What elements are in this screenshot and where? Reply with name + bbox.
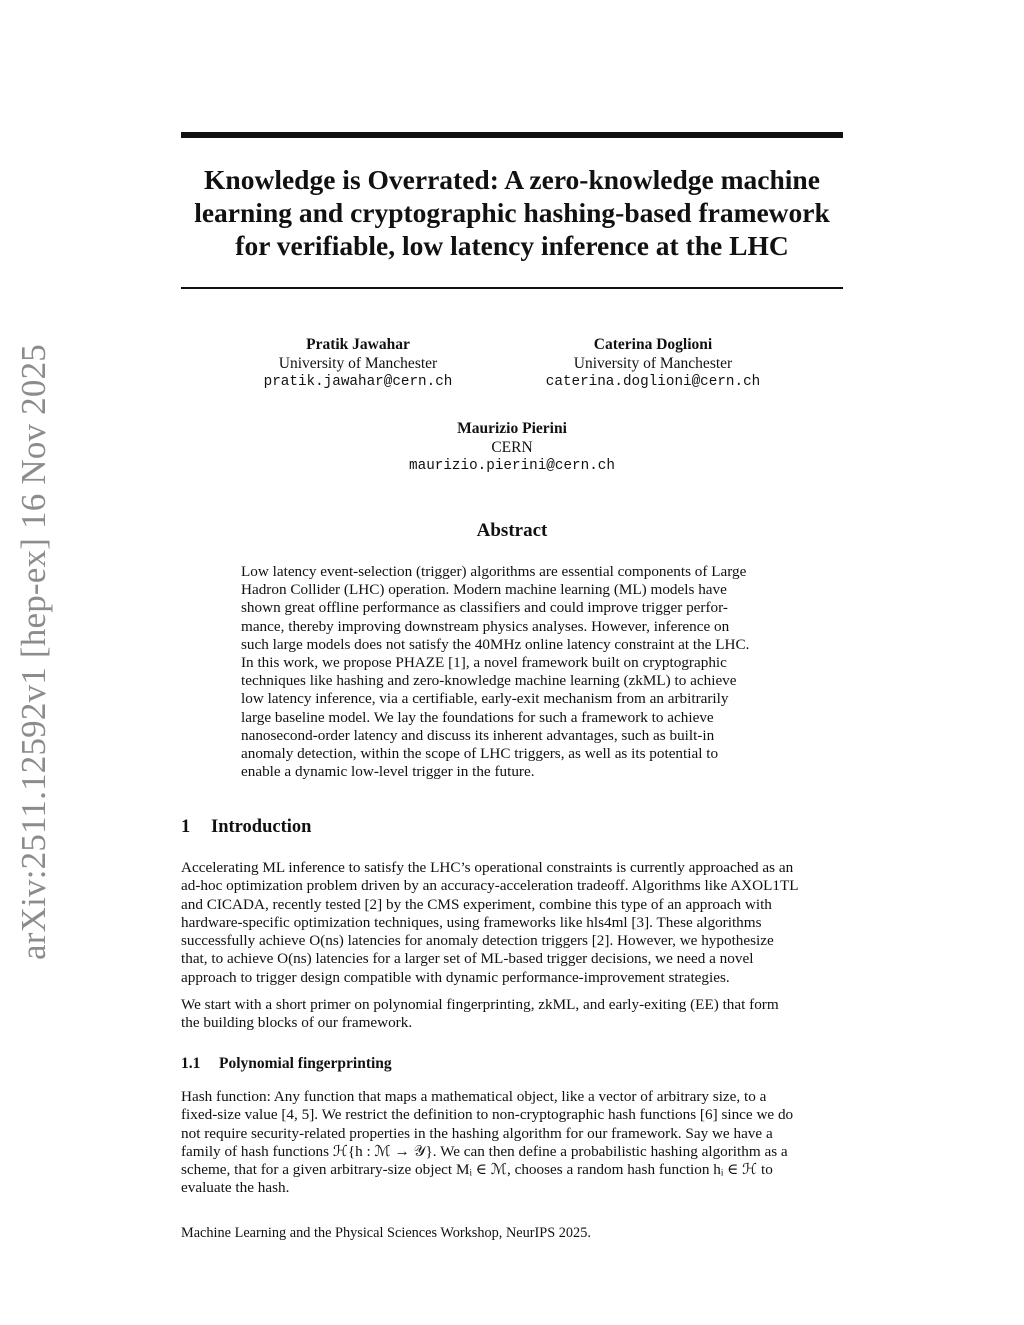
author-email[interactable]: caterina.doglioni@cern.ch (545, 374, 761, 390)
introduction-paragraph (181, 996, 843, 1033)
section-heading-introduction (181, 817, 311, 838)
paragraph-line: scheme, that for a given arbitrary-size object Mᵢ ∈ ℳ, chooses a random hash function hᵢ ∈ ℋ to (181, 1161, 773, 1179)
author-name: Pratik Jawahar (306, 336, 410, 353)
paragraph-line: Hash function: Any function that maps a mathematical object, like a vector of arbitrary size, to a (181, 1088, 767, 1105)
author-name: Maurizio Pierini (457, 420, 567, 437)
abstract-line: Hadron Collider (LHC) operation. Modern machine learning (ML) models have (241, 581, 727, 599)
author-affiliation: University of Manchester (573, 355, 733, 372)
title-line: Knowledge is Overrated: A zero-knowledge machine (204, 164, 820, 195)
title-bottom-rule (181, 287, 843, 289)
abstract-line: nanosecond-order latency and discuss its inherent advantages, such as built-in (241, 726, 715, 744)
author-email[interactable]: maurizio.pierini@cern.ch (409, 458, 615, 474)
paragraph-line: We start with a short primer on polynomial fingerprinting, zkML, and early-exiting (EE) that form (181, 996, 779, 1013)
paragraph-line: ad-hoc optimization problem driven by an accuracy-acceleration tradeoff. Algorithms like AXOL1TL (181, 877, 799, 895)
author-name: Caterina Doglioni (593, 336, 713, 353)
abstract-line: mance, thereby improving downstream physics analyses. However, inference on (241, 617, 730, 635)
abstract-line: shown great offline performance as classifiers and could improve trigger perfor- (241, 599, 728, 617)
abstract-body (241, 563, 784, 781)
paragraph-line: successfully achieve O(ns) latencies for anomaly detection triggers [2]. However, we hypothesize (181, 932, 774, 950)
author-block (528, 335, 778, 392)
subsection-title: Polynomial fingerprinting (219, 1055, 392, 1072)
abstract-line: such large models does not satisfy the 40MHz online latency constraint at the LHC. (241, 635, 750, 653)
abstract-line: anomaly detection, within the scope of LHC triggers, as well as its potential to (241, 745, 719, 763)
paragraph-line: fixed-size value [4, 5]. We restrict the definition to non-cryptographic hash functions [6] since we do (181, 1106, 794, 1124)
abstract-line: low latency inference, via a certifiable, early-exit mechanism from an arbitrarily (241, 690, 729, 708)
paragraph-line: and CICADA, recently tested [2] by the CMS experiment, combine this type of an approach with (181, 895, 772, 913)
paragraph-line: that, to achieve O(ns) latencies for a larger set of ML-based trigger decisions, we need a novel (181, 950, 754, 968)
paragraph-line: not require security-related properties in the hashing algorithm for our framework. Say we have a (181, 1124, 773, 1142)
author-affiliation: CERN (491, 439, 533, 456)
paragraph-line: approach to trigger design compatible with dynamic performance-improvement strategies. (181, 968, 730, 986)
paragraph-line: evaluate the hash. (181, 1179, 290, 1197)
paragraph-line: the building blocks of our framework. (181, 1014, 413, 1032)
subsection-heading-polynomial-fingerprinting (181, 1055, 392, 1073)
abstract-line: techniques like hashing and zero-knowledge machine learning (zkML) to achieve (241, 672, 737, 690)
author-affiliation: University of Manchester (278, 355, 438, 372)
abstract-line: In this work, we propose PHAZE [1], a novel framework built on cryptographic (241, 654, 727, 672)
paragraph-line: Accelerating ML inference to satisfy the LHC’s operational constraints is currently approached as an (181, 859, 794, 876)
paragraph-line: hardware-specific optimization techniques, using frameworks like hls4ml [3]. These algorithms (181, 913, 762, 931)
title-top-rule (181, 132, 843, 138)
paragraph-line: family of hash functions ℋ{h : ℳ → 𝒴}. We can then define a probabilistic hashing algorithm as a (181, 1142, 788, 1160)
abstract-line: enable a dynamic low-level trigger in the future. (241, 763, 535, 781)
abstract-heading: Abstract (476, 520, 548, 541)
abstract-line: large baseline model. We lay the foundations for such a framework to achieve (241, 708, 714, 726)
title-line: learning and cryptographic hashing-based framework (194, 197, 830, 228)
introduction-paragraph (181, 859, 843, 987)
arxiv-identifier-stamp: arXiv:2511.12592v1 [hep-ex] 16 Nov 2025 (14, 344, 53, 960)
author-block (238, 335, 478, 392)
section-number: 1 (181, 817, 191, 837)
author-email[interactable]: pratik.jawahar@cern.ch (263, 374, 453, 390)
subsection-number: 1.1 (181, 1055, 201, 1072)
page-footer: Machine Learning and the Physical Sciences Workshop, NeurIPS 2025. (181, 1225, 591, 1241)
hash-function-paragraph (181, 1088, 843, 1198)
abstract-line: Low latency event-selection (trigger) algorithms are essential components of Large (241, 563, 747, 580)
section-title: Introduction (211, 817, 312, 837)
title-line: for verifiable, low latency inference at the LHC (235, 230, 789, 261)
author-block (382, 419, 642, 476)
paper-title (181, 163, 843, 262)
